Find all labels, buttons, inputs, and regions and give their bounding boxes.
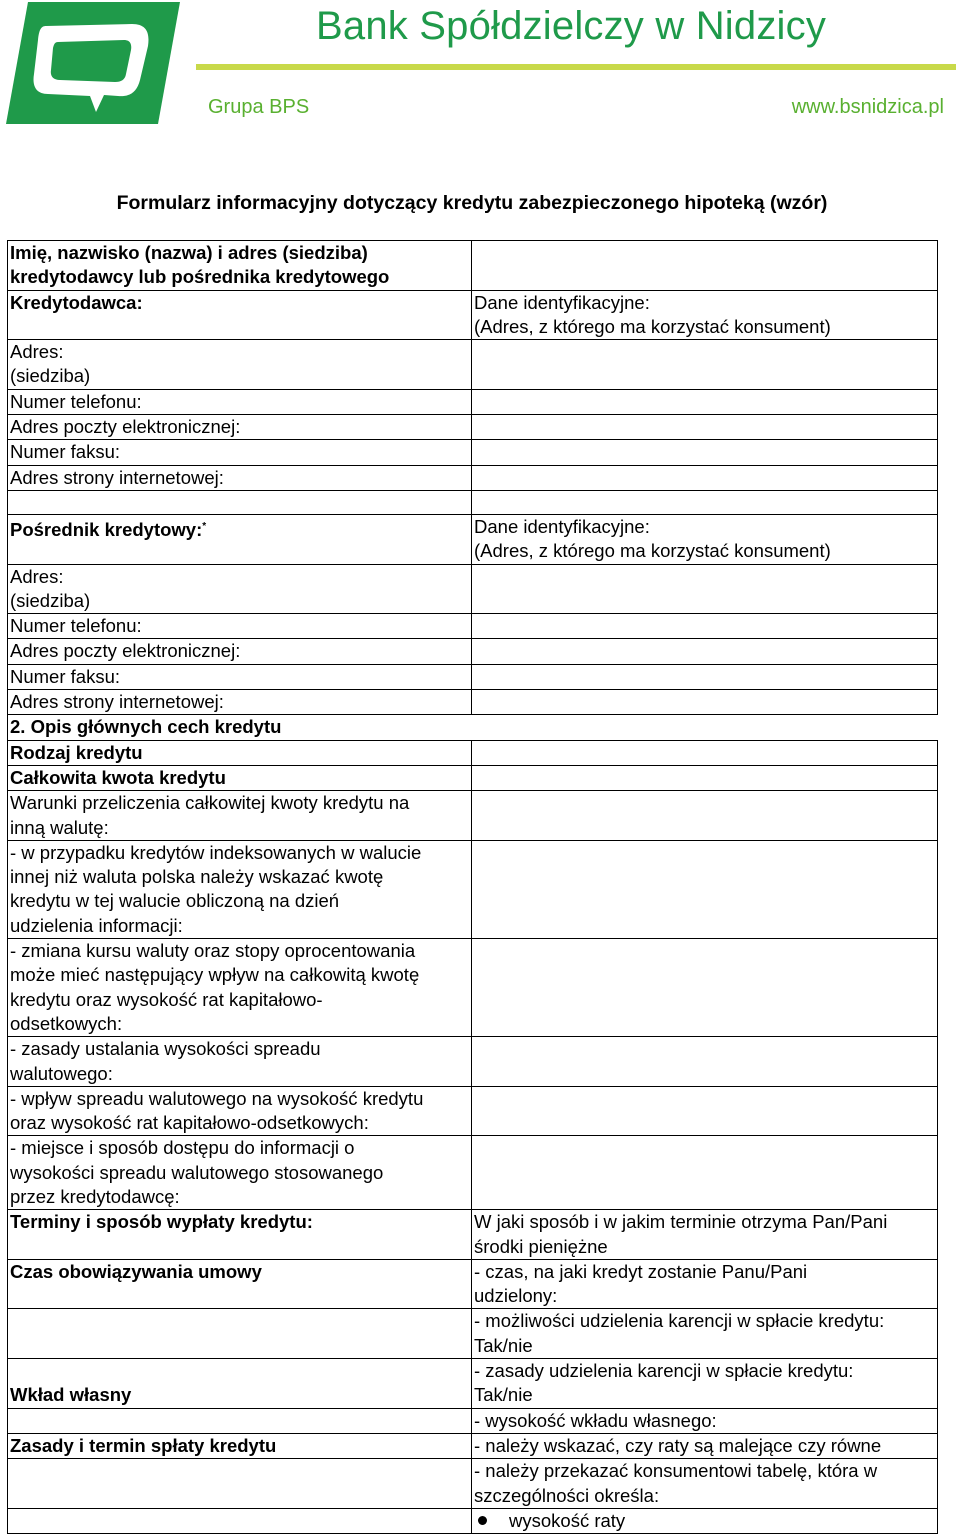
conversion-value[interactable] — [472, 791, 938, 841]
form-cell — [472, 1508, 938, 1533]
table-row — [8, 840, 938, 938]
table-row — [8, 290, 938, 340]
header-divider — [196, 64, 956, 70]
table-row — [8, 740, 938, 765]
form-cell — [8, 1086, 472, 1136]
form-cell — [8, 241, 472, 291]
table-row — [8, 1408, 938, 1433]
lender-heading-line2: kredytodawcy lub pośrednika kredytowego — [10, 266, 390, 288]
form-cell — [472, 490, 938, 514]
group-name: Grupa BPS — [208, 96, 310, 118]
document-title: Formularz informacyjny dotyczący kredytu zabezpieczonego hipoteką (wzór) — [116, 192, 828, 214]
spread-info-line: przez kredytodawcę: — [10, 1185, 180, 1207]
table-row — [8, 1359, 938, 1409]
table-row — [8, 1210, 938, 1260]
form-cell — [8, 939, 472, 1037]
conversion-line: inną walutę: — [10, 816, 109, 838]
form-cell — [8, 1459, 472, 1509]
loan-type-value[interactable] — [472, 740, 938, 765]
website-link[interactable]: www.bsnidzica.pl — [791, 96, 944, 118]
rate-change-line: kredytu oraz wysokość rat kapitałowo- — [10, 988, 323, 1010]
table-row — [8, 1433, 938, 1458]
spread-info-line: - miejsce i sposób dostępu do informacji o — [10, 1137, 355, 1159]
indexed-line: innej niż waluta polska należy wskazać kwotę — [10, 866, 384, 888]
form-cell — [8, 514, 472, 564]
lender-email-label: Adres poczty elektronicznej: — [8, 415, 472, 440]
information-form-table — [7, 240, 938, 1534]
form-cell — [472, 1359, 938, 1409]
bank-name: Bank Spółdzielczy w Nidzicy — [316, 4, 827, 48]
broker-id-line1: Dane identyfikacyjne: — [474, 515, 650, 537]
lender-address-label: Adres: — [10, 341, 64, 363]
table-row — [8, 1459, 938, 1509]
table-row — [8, 765, 938, 790]
indexed-value[interactable] — [472, 840, 938, 938]
table-row — [8, 514, 938, 564]
form-cell — [8, 1359, 472, 1409]
spread-rules-line: - zasady ustalania wysokości spreadu — [10, 1038, 321, 1060]
table-row — [8, 1309, 938, 1359]
table-row — [8, 389, 938, 414]
repayment-label: Zasady i termin spłaty kredytu — [8, 1433, 472, 1458]
table-row — [8, 690, 938, 715]
form-cell — [472, 241, 938, 291]
own-contribution-value: - wysokość wkładu własnego: — [472, 1408, 938, 1433]
table-row — [8, 791, 938, 841]
repayment-table-line: - należy przekazać konsumentowi tabelę, która w — [474, 1460, 878, 1482]
spread-info-value[interactable] — [472, 1136, 938, 1210]
form-cell — [8, 1136, 472, 1210]
spread-rules-line: walutowego: — [10, 1062, 113, 1084]
broker-email-value[interactable] — [472, 639, 938, 664]
form-cell — [472, 290, 938, 340]
form-cell — [472, 1459, 938, 1509]
broker-label: Pośrednik kredytowy: — [10, 519, 203, 541]
grace-possibility-line: Tak/nie — [474, 1334, 533, 1356]
table-row — [8, 1136, 938, 1210]
grace-rules-line: - zasady udzielenia karencji w spłacie kredytu: — [474, 1360, 854, 1382]
form-cell — [8, 564, 472, 614]
form-cell — [8, 1408, 472, 1433]
broker-id-line2: (Adres, z którego ma korzystać konsument) — [474, 540, 831, 562]
bullet-icon — [478, 1516, 487, 1525]
broker-address-label: Adres: — [10, 565, 64, 587]
table-row — [8, 490, 938, 514]
grace-rules-line: Tak/nie — [474, 1384, 533, 1406]
table-row — [8, 1086, 938, 1136]
form-cell — [472, 1309, 938, 1359]
table-row — [8, 664, 938, 689]
form-cell — [472, 514, 938, 564]
table-row — [8, 415, 938, 440]
broker-phone-label: Numer telefonu: — [8, 614, 472, 639]
lender-address-value[interactable] — [472, 340, 938, 390]
spread-impact-line: - wpływ spreadu walutowego na wysokość kredytu — [10, 1087, 424, 1109]
indexed-line: udzielenia informacji: — [10, 914, 183, 936]
payout-label: Terminy i sposób wypłaty kredytu: — [8, 1210, 472, 1260]
form-cell — [8, 791, 472, 841]
payout-line: środki pieniężne — [474, 1235, 608, 1257]
form-cell — [472, 1259, 938, 1309]
spread-info-line: wysokości spreadu walutowego stosowanego — [10, 1161, 384, 1183]
table-row — [8, 1508, 938, 1533]
table-row — [8, 241, 938, 291]
broker-email-label: Adres poczty elektronicznej: — [8, 639, 472, 664]
grace-possibility-line: - możliwości udzielenia karencji w spłacie kredytu: — [474, 1310, 885, 1332]
broker-website-label: Adres strony internetowej: — [8, 690, 472, 715]
term-line: - czas, na jaki kredyt zostanie Panu/Pani — [474, 1260, 808, 1282]
broker-phone-value[interactable] — [472, 614, 938, 639]
conversion-line: Warunki przeliczenia całkowitej kwoty kredytu na — [10, 792, 410, 814]
table-row — [8, 715, 938, 740]
rate-change-line: - zmiana kursu waluty oraz stopy oprocentowania — [10, 940, 416, 962]
broker-fax-value[interactable] — [472, 664, 938, 689]
table-row — [8, 440, 938, 465]
rate-change-line: może mieć następujący wpływ na całkowitą kwotę — [10, 964, 420, 986]
indexed-line: - w przypadku kredytów indeksowanych w walucie — [10, 841, 422, 863]
repayment-value1: - należy wskazać, czy raty są malejące czy równe — [472, 1433, 938, 1458]
form-cell — [472, 715, 938, 740]
broker-footnote-mark: * — [202, 520, 207, 532]
table-row — [8, 340, 938, 390]
term-label: Czas obowiązywania umowy — [8, 1259, 472, 1309]
form-cell — [8, 490, 472, 514]
own-contribution-label: Wkład własny — [10, 1384, 132, 1406]
form-cell — [8, 290, 472, 340]
total-amount-label: Całkowita kwota kredytu — [8, 765, 472, 790]
form-cell — [472, 1210, 938, 1260]
table-row — [8, 614, 938, 639]
lender-fax-value[interactable] — [472, 440, 938, 465]
lender-id-line1: Dane identyfikacyjne: — [474, 291, 650, 313]
table-row — [8, 1259, 938, 1309]
form-cell — [8, 840, 472, 938]
table-row — [8, 1037, 938, 1087]
lender-website-value[interactable] — [472, 465, 938, 490]
total-amount-value[interactable] — [472, 765, 938, 790]
form-cell — [8, 1037, 472, 1087]
rate-change-value[interactable] — [472, 939, 938, 1037]
lender-phone-value[interactable] — [472, 389, 938, 414]
form-cell — [8, 1309, 472, 1359]
form-cell — [8, 1508, 472, 1533]
spread-rules-value[interactable] — [472, 1037, 938, 1087]
lender-id-line2: (Adres, z którego ma korzystać konsument) — [474, 315, 831, 337]
payout-line: W jaki sposób i w jakim terminie otrzyma Pan/Pani — [474, 1211, 888, 1233]
repayment-table-line: szczególności określa: — [474, 1484, 660, 1506]
lender-heading-line1: Imię, nazwisko (nazwa) i adres (siedziba) — [10, 242, 368, 263]
lender-label: Kredytodawca: — [10, 291, 143, 313]
page-header — [0, 0, 960, 130]
lender-website-label: Adres strony internetowej: — [8, 465, 472, 490]
broker-fax-label: Numer faksu: — [8, 664, 472, 689]
term-line: udzielony: — [474, 1285, 558, 1307]
section2-heading: 2. Opis głównych cech kredytu — [8, 715, 472, 740]
bank-logo-icon — [6, 2, 180, 124]
broker-website-value[interactable] — [472, 690, 938, 715]
form-cell — [8, 340, 472, 390]
broker-seat-label: (siedziba) — [10, 589, 91, 611]
lender-phone-label: Numer telefonu: — [8, 389, 472, 414]
bullet-installment: wysokość raty — [509, 1509, 626, 1531]
lender-fax-label: Numer faksu: — [8, 440, 472, 465]
spread-impact-value[interactable] — [472, 1086, 938, 1136]
table-row — [8, 465, 938, 490]
table-row — [8, 939, 938, 1037]
lender-email-value[interactable] — [472, 415, 938, 440]
broker-address-value[interactable] — [472, 564, 938, 614]
loan-type-label: Rodzaj kredytu — [8, 740, 472, 765]
lender-seat-label: (siedziba) — [10, 365, 91, 387]
table-row — [8, 564, 938, 614]
rate-change-line: odsetkowych: — [10, 1012, 123, 1034]
table-row — [8, 639, 938, 664]
spread-impact-line: oraz wysokość rat kapitałowo-odsetkowych: — [10, 1112, 369, 1134]
form-spacer — [10, 1359, 469, 1383]
indexed-line: kredytu w tej walucie obliczoną na dzień — [10, 890, 340, 912]
